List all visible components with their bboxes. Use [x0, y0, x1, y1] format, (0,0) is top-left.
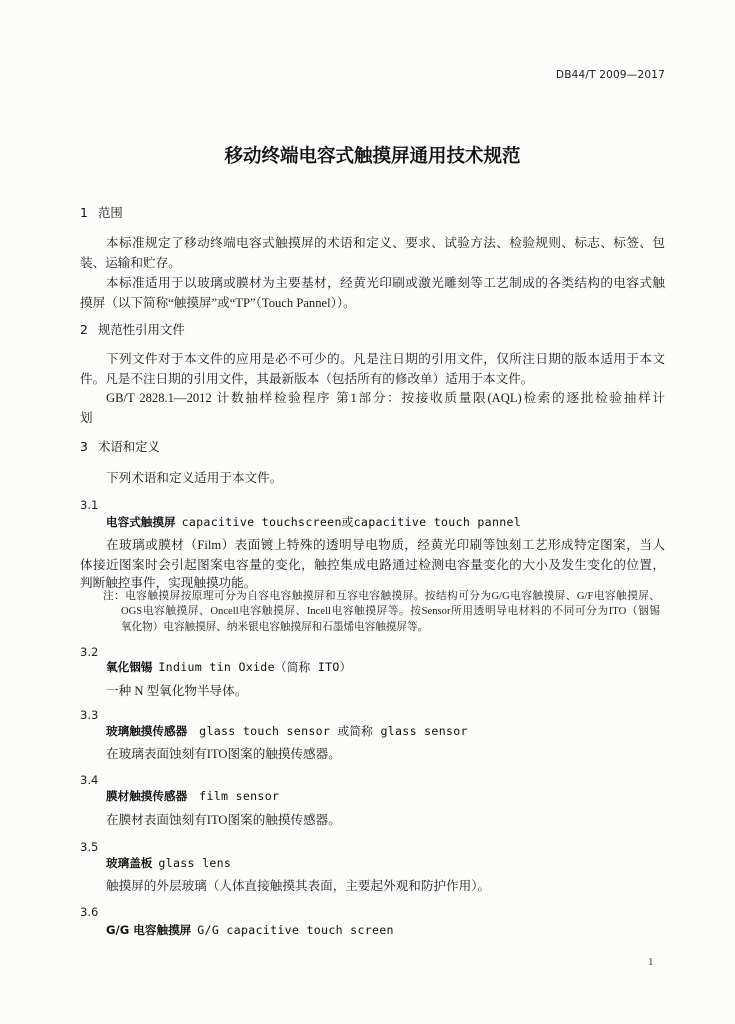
paragraph-line: 本标准规定了移动终端电容式触摸屏的术语和定义、要求、试验方法、检验规则、标志、标签、包 — [106, 236, 665, 250]
term-heading — [106, 922, 394, 939]
section-number: 3 — [80, 439, 88, 454]
reference-line: GB/T 2828.1—2012 计数抽样检验程序 第1部分：按接收质量限(AQL)检索的逐批检验抽样计 — [106, 391, 665, 405]
definition-line: 一种 N 型氧化物半导体。 — [106, 684, 248, 698]
note-line: OGS电容触摸屏、Oncell电容触摸屏、Incell电容触摸屏等。按Sensor所用透明导电材料的不同可分为ITO（铟锡 — [121, 606, 660, 617]
term-english: film sensor — [199, 789, 280, 803]
definition-line: 触摸屏的外层玻璃（人体直接触摸其表面，主要起外观和防护作用）。 — [106, 879, 491, 893]
definition-line: 在玻璃或膜材（Film）表面镀上特殊的透明导电物质，经黄光印刷等蚀刻工艺形成特定图案，当人 — [106, 538, 665, 552]
definition-line: 判断触控事件，实现触摸功能。 — [80, 576, 257, 590]
document-number: DB44/T 2009—2017 — [555, 69, 665, 81]
term-heading — [106, 514, 521, 531]
term-number: 3.4 — [80, 773, 99, 787]
term-english: Indium tin Oxide（简称 ITO） — [158, 660, 352, 674]
page-number: 1 — [648, 956, 654, 968]
section-number: 2 — [80, 322, 88, 337]
section-title: 范围 — [98, 205, 123, 220]
document-title: 移动终端电容式触摸屏通用技术规范 — [224, 146, 521, 167]
term-heading — [106, 855, 231, 872]
section-title: 规范性引用文件 — [98, 322, 185, 337]
section-heading-scope — [80, 204, 123, 222]
note-line: 氧化物）电容触摸屏、纳米银电容触摸屏和石墨烯电容触摸屏等。 — [121, 622, 429, 633]
term-english: glass touch sensor 或简称 glass sensor — [199, 724, 468, 738]
term-number: 3.1 — [80, 498, 99, 512]
paragraph-line: 摸屏（以下简称“触摸屏”或“TP”（Touch Pannel））。 — [80, 296, 356, 310]
term-chinese: G/G 电容触摸屏 — [106, 923, 192, 937]
paragraph-line: 装、运输和贮存。 — [80, 256, 181, 270]
term-english: capacitive touchscreen或capacitive touch pannel — [181, 515, 522, 529]
paragraph-line: 件。凡是不注日期的引用文件，其最新版本（包括所有的修改单）适用于本文件。 — [80, 372, 534, 386]
definition-line: 在玻璃表面蚀刻有ITO图案的触摸传感器。 — [106, 747, 341, 761]
term-number: 3.5 — [80, 840, 99, 854]
term-heading — [106, 659, 352, 676]
term-chinese: 膜材触摸传感器 — [106, 789, 188, 803]
note-line: 注：电容触摸屏按原理可分为自容电容触摸屏和互容电容触摸屏。按结构可分为G/G电容触摸屏、G/F电容触摸屏、 — [103, 591, 660, 602]
paragraph-line: 下列术语和定义适用于本文件。 — [106, 471, 283, 485]
term-heading — [106, 788, 279, 805]
term-chinese: 玻璃盖板 — [106, 856, 153, 870]
section-heading-normative-references — [80, 321, 185, 339]
term-chinese: 玻璃触摸传感器 — [106, 724, 188, 738]
term-chinese: 电容式触摸屏 — [106, 515, 176, 529]
reference-line: 划 — [80, 411, 93, 425]
term-chinese: 氧化铟锡 — [106, 660, 153, 674]
definition-line: 在膜材表面蚀刻有ITO图案的触摸传感器。 — [106, 813, 341, 827]
term-english: G/G capacitive touch screen — [197, 923, 394, 937]
term-number: 3.2 — [80, 645, 99, 659]
term-english: glass lens — [158, 856, 232, 870]
term-number: 3.6 — [80, 905, 99, 919]
definition-line: 体接近图案时会引起图案电容量的变化，触控集成电路通过检测电容量变化的大小及发生变化的位置， — [80, 558, 665, 572]
paragraph-line: 下列文件对于本文件的应用是必不可少的。凡是注日期的引用文件，仅所注日期的版本适用于本文 — [106, 352, 665, 366]
section-number: 1 — [80, 205, 88, 220]
term-number: 3.3 — [80, 708, 99, 722]
section-title: 术语和定义 — [98, 439, 160, 454]
term-heading — [106, 723, 468, 740]
section-heading-terms-definitions — [80, 438, 160, 456]
paragraph-line: 本标准适用于以玻璃或膜材为主要基材，经黄光印刷或激光雕刻等工艺制成的各类结构的电容式触 — [106, 276, 665, 290]
